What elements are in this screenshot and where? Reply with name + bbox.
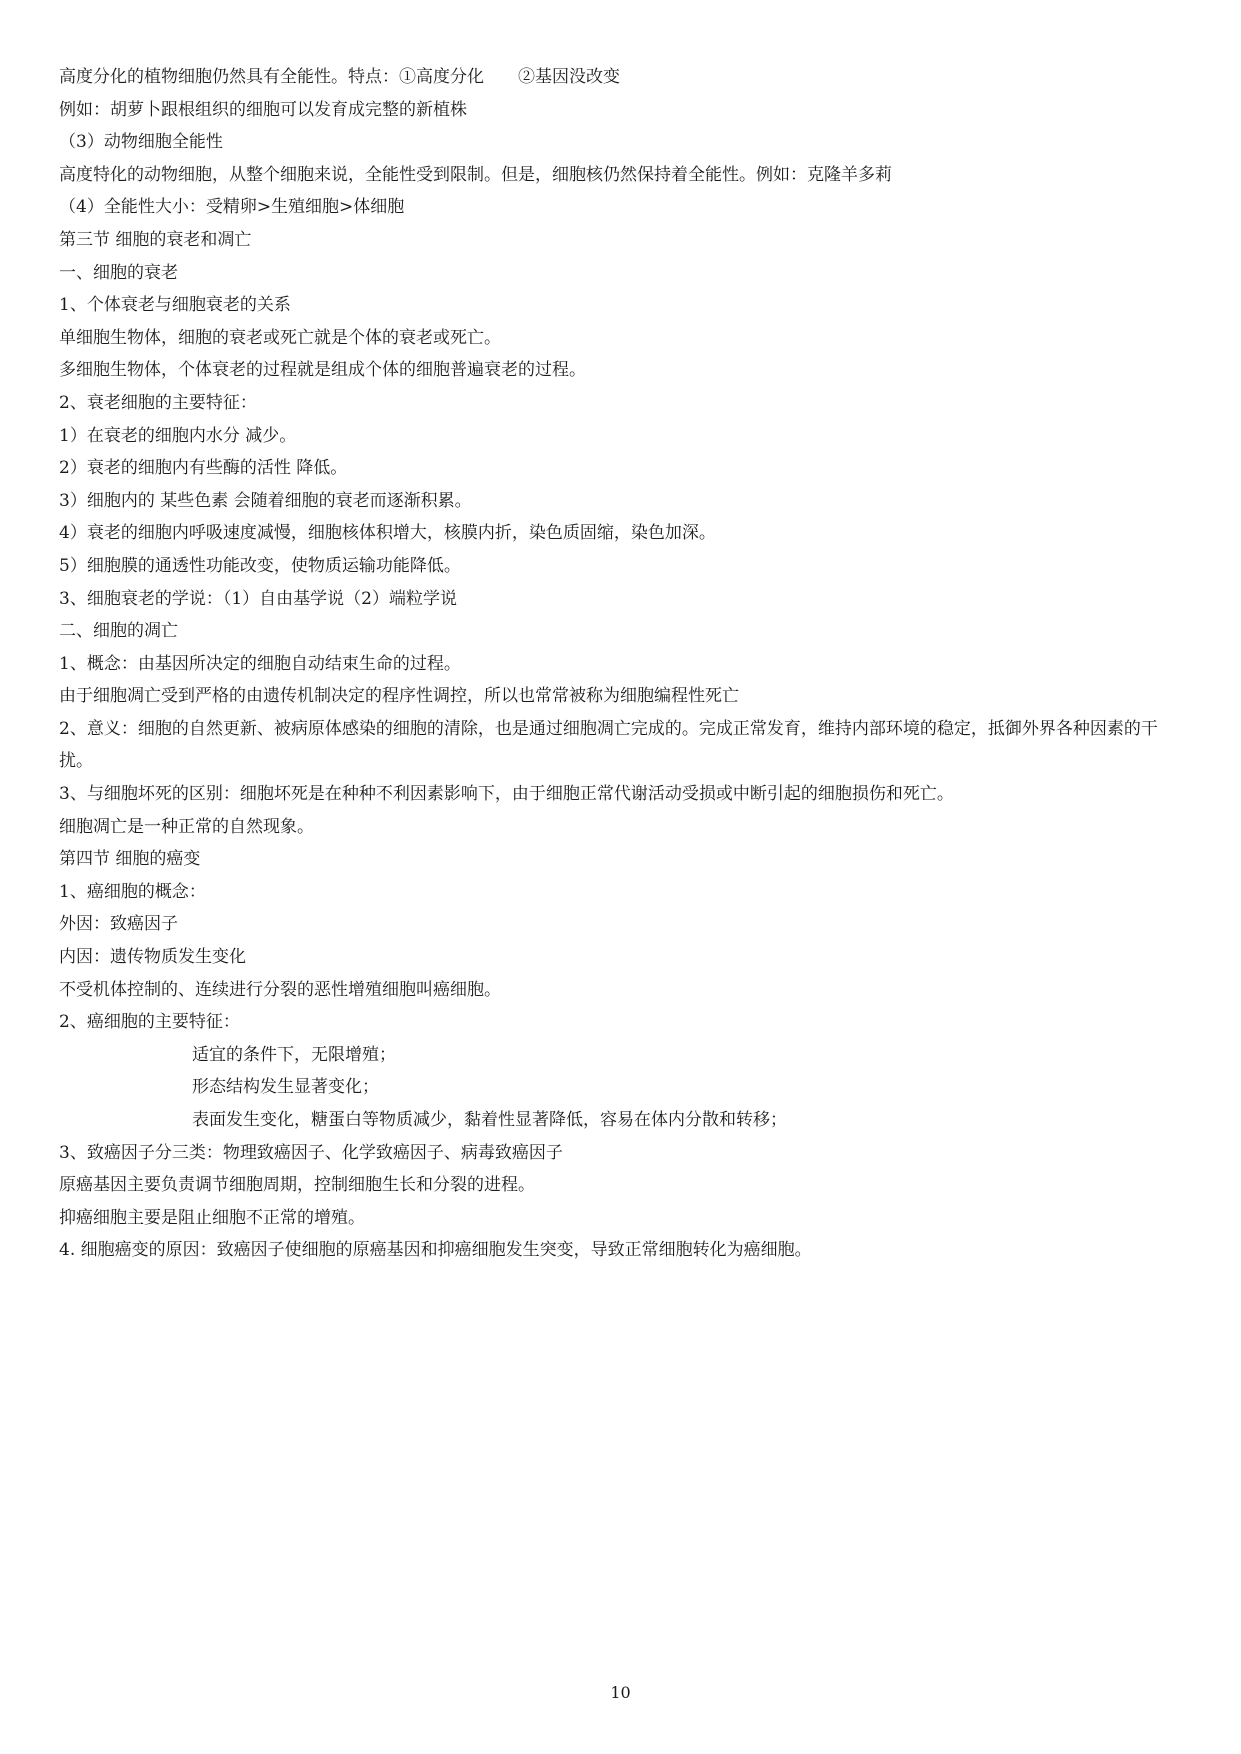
text-line: 细胞凋亡是一种正常的自然现象。 xyxy=(59,816,314,837)
text-line: 3）细胞内的 某些色素 会随着细胞的衰老而逐渐积累。 xyxy=(59,490,472,511)
text-line: 外因：致癌因子 xyxy=(59,914,178,935)
text-line: 3、细胞衰老的学说：（1）自由基学说（2）端粒学说 xyxy=(59,588,457,609)
text-line: 1、概念：由基因所决定的细胞自动结束生命的过程。 xyxy=(59,653,461,674)
text-paragraph: 2、意义：细胞的自然更新、被病原体感染的细胞的清除，也是通过细胞凋亡完成的。完成正常发育，维持内部环境的稳定，抵御外界各种因素的干扰。 xyxy=(59,718,1158,772)
text-line: 3、与细胞坏死的区别：细胞坏死是在种种不利因素影响下，由于细胞正常代谢活动受损或中断引起的细胞损伤和死亡。 xyxy=(59,784,954,805)
page-body xyxy=(59,61,1189,1267)
text-line: 4）衰老的细胞内呼吸速度减慢，细胞核体积增大，核膜内折，染色质固缩，染色加深。 xyxy=(59,523,716,544)
text-line: 多细胞生物体，个体衰老的过程就是组成个体的细胞普遍衰老的过程。 xyxy=(59,360,586,381)
text-line: 2、衰老细胞的主要特征： xyxy=(59,392,257,413)
text-line: 5）细胞膜的通透性功能改变，使物质运输功能降低。 xyxy=(59,555,461,576)
indented-list-item: 形态结构发生显著变化； xyxy=(192,1077,379,1098)
page-number: 10 xyxy=(610,1683,631,1702)
indented-list-item: 表面发生变化，糖蛋白等物质减少，黏着性显著降低，容易在体内分散和转移； xyxy=(192,1110,787,1130)
text-line: 3、致癌因子分三类：物理致癌因子、化学致癌因子、病毒致癌因子 xyxy=(59,1142,563,1163)
text-line: 2）衰老的细胞内有些酶的活性 降低。 xyxy=(59,458,348,479)
text-line: 内因：遗传物质发生变化 xyxy=(59,947,246,968)
subsection-heading: （4）全能性大小：受精卵>生殖细胞>体细胞 xyxy=(59,197,405,218)
section-heading: 第四节 细胞的癌变 xyxy=(59,849,201,870)
text-line: 原癌基因主要负责调节细胞周期，控制细胞生长和分裂的进程。 xyxy=(59,1175,535,1196)
text-line: 单细胞生物体，细胞的衰老或死亡就是个体的衰老或死亡。 xyxy=(59,327,501,348)
text-line: 抑癌细胞主要是阻止细胞不正常的增殖。 xyxy=(59,1207,365,1228)
text-line: 1）在衰老的细胞内水分 减少。 xyxy=(59,425,297,446)
text-line: 高度特化的动物细胞，从整个细胞来说，全能性受到限制。但是，细胞核仍然保持着全能性。例如：克隆羊多莉 xyxy=(59,164,892,185)
text-line: 由于细胞凋亡受到严格的由遗传机制决定的程序性调控，所以也常常被称为细胞编程性死亡 xyxy=(59,686,739,707)
section-heading: 第三节 细胞的衰老和凋亡 xyxy=(59,229,252,250)
subsection-heading: 二、细胞的凋亡 xyxy=(59,621,178,642)
subsection-heading: 一、细胞的衰老 xyxy=(59,262,178,283)
text-line: 4. 细胞癌变的原因：致癌因子使细胞的原癌基因和抑癌细胞发生突变，导致正常细胞转化为癌细胞。 xyxy=(59,1240,812,1261)
subsection-heading: （3）动物细胞全能性 xyxy=(59,132,223,153)
text-line: 例如：胡萝卜跟根组织的细胞可以发育成完整的新植株 xyxy=(59,99,467,120)
text-line: 高度分化的植物细胞仍然具有全能性。特点：①高度分化 ②基因没改变 xyxy=(59,67,620,87)
text-line: 不受机体控制的、连续进行分裂的恶性增殖细胞叫癌细胞。 xyxy=(59,979,501,1000)
text-line: 1、个体衰老与细胞衰老的关系 xyxy=(59,295,291,316)
text-line: 1、癌细胞的概念： xyxy=(59,881,206,902)
text-line: 2、癌细胞的主要特征： xyxy=(59,1012,240,1033)
indented-list-item: 适宜的条件下，无限增殖； xyxy=(192,1044,396,1065)
